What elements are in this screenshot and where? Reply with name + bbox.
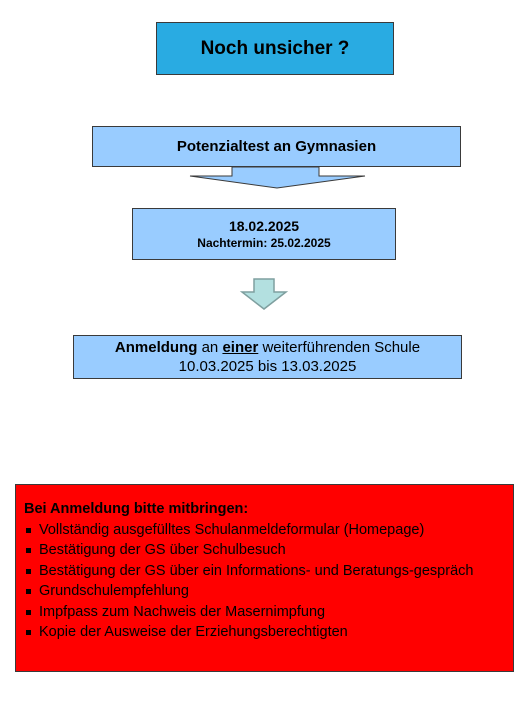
registration-mid: an: [201, 339, 219, 356]
page-title: Noch unsicher ?: [200, 37, 350, 59]
documents-heading: Bei Anmeldung bitte mitbringen:: [24, 501, 249, 517]
registration-period: 10.03.2025 bis 13.03.2025: [178, 358, 357, 375]
list-item: Kopie der Ausweise der Erziehungsberechtigten: [24, 622, 505, 643]
list-item: Grundschulempfehlung: [24, 581, 505, 602]
list-item: Vollständig ausgefülltes Schulanmeldeformular (Homepage): [24, 520, 505, 541]
documents-info-box: [15, 484, 514, 672]
registration-underline: einer: [222, 339, 259, 356]
list-item: Bestätigung der GS über ein Informations- und Beratungs-gespräch: [24, 561, 505, 582]
potential-test-box: [92, 126, 461, 167]
down-arrow-icon: [185, 166, 370, 190]
makeup-date: Nachtermin: 25.02.2025: [197, 236, 331, 250]
potential-test-label: Potenzialtest an Gymnasien: [176, 138, 377, 155]
documents-list: [24, 520, 505, 643]
registration-line: [115, 338, 420, 357]
list-item: Impfpass zum Nachweis der Masernimpfung: [24, 602, 505, 623]
list-item: Bestätigung der GS über Schulbesuch: [24, 540, 505, 561]
registration-bold: Anmeldung: [114, 339, 198, 356]
small-down-arrow-icon: [240, 278, 288, 311]
title-box: [156, 22, 394, 75]
registration-box: [73, 335, 462, 379]
test-date-box: [132, 208, 396, 260]
registration-rest: weiterführenden Schule: [262, 339, 421, 356]
test-date: 18.02.2025: [228, 218, 300, 234]
